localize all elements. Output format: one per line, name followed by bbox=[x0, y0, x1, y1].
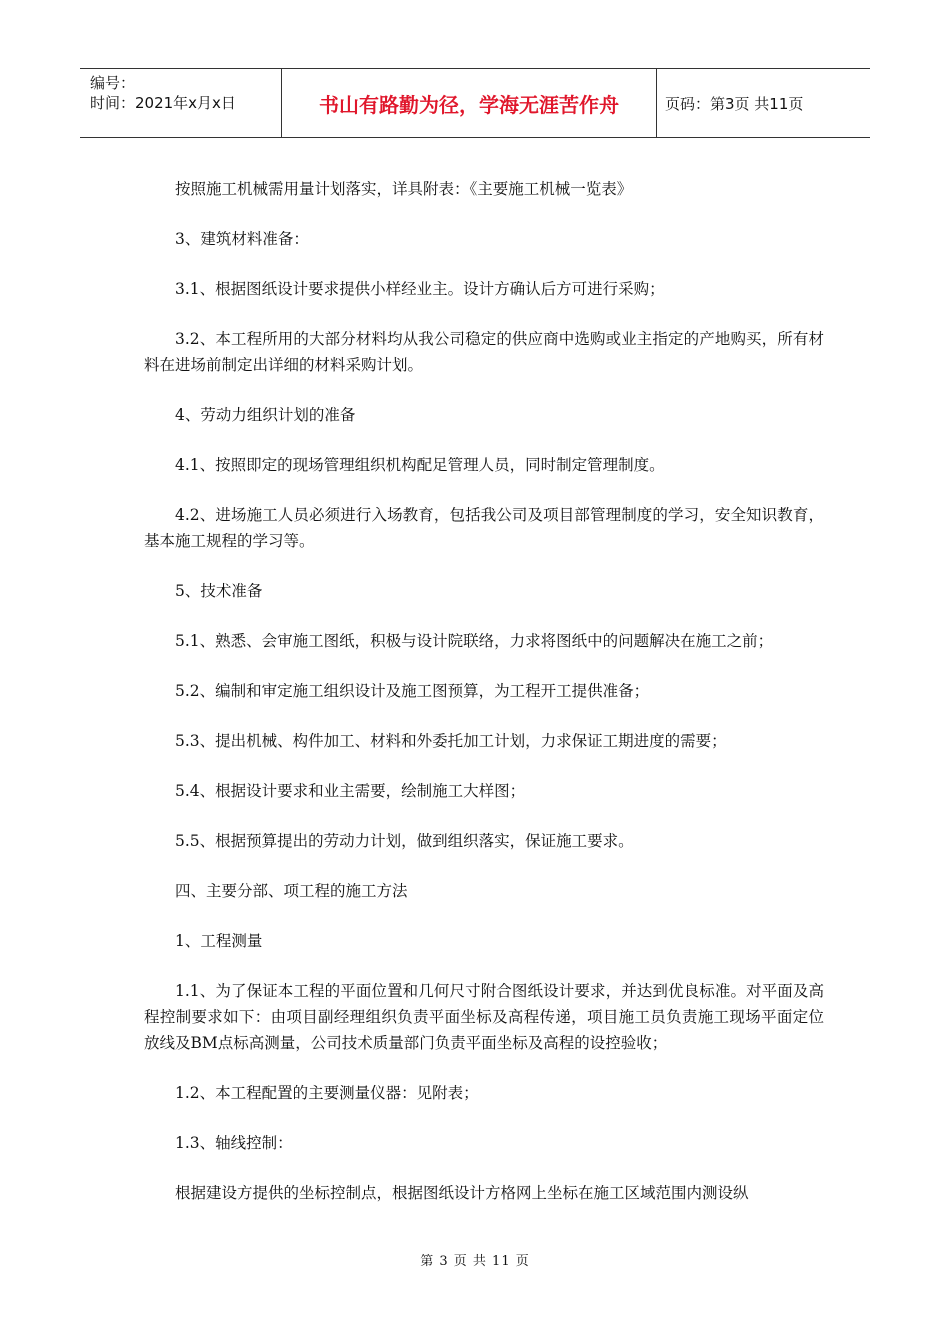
page-footer: 第 3 页 共 11 页 bbox=[420, 1254, 530, 1269]
paragraph: 5.5、根据预算提出的劳动力计划，做到组织落实，保证施工要求。 bbox=[175, 832, 634, 850]
header-page-info: 页码：第3页 共11页 bbox=[665, 94, 804, 113]
paragraph: 5.2、编制和审定施工组织设计及施工图预算，为工程开工提供准备； bbox=[175, 682, 650, 700]
section-heading: 4、劳动力组织计划的准备 bbox=[175, 406, 356, 424]
paragraph: 按照施工机械需用量计划落实，详具附表：《主要施工机械一览表》 bbox=[175, 180, 633, 198]
paragraph: 1.3、轴线控制： bbox=[175, 1134, 293, 1152]
paragraph: 5.1、熟悉、会审施工图纸，积极与设计院联络，力求将图纸中的问题解决在施工之前； bbox=[175, 632, 774, 650]
paragraph: 5.4、根据设计要求和业主需要，绘制施工大样图； bbox=[175, 782, 526, 800]
paragraph: 4.2、进场施工人员必须进行入场教育，包括我公司及项目部管理制度的学习，安全知识教育，基本施工规程的学习等。 bbox=[144, 506, 824, 550]
paragraph: 3.1、根据图纸设计要求提供小样经业主。设计方确认后方可进行采购； bbox=[175, 280, 665, 298]
number-label: 编号： bbox=[90, 74, 136, 92]
section-heading: 1、工程测量 bbox=[175, 932, 263, 950]
section-heading: 5、技术准备 bbox=[175, 582, 263, 600]
section-heading: 四、主要分部、项工程的施工方法 bbox=[175, 882, 408, 900]
paragraph: 3.2、本工程所用的大部分材料均从我公司稳定的供应商中选购或业主指定的产地购买，所有材料在进场前制定出详细的材料采购计划。 bbox=[144, 330, 824, 374]
header-motto: 书山有路勤为径，学海无涯苦作舟 bbox=[282, 69, 657, 137]
paragraph: 根据建设方提供的坐标控制点，根据图纸设计方格网上坐标在施工区域范围内测设纵 bbox=[175, 1184, 749, 1202]
paragraph: 4.1、按照即定的现场管理组织机构配足管理人员，同时制定管理制度。 bbox=[175, 456, 665, 474]
header-meta bbox=[80, 69, 282, 137]
paragraph: 5.3、提出机械、构件加工、材料和外委托加工计划，力求保证工期进度的需要； bbox=[175, 732, 727, 750]
paragraph: 1.2、本工程配置的主要测量仪器：见附表； bbox=[175, 1084, 479, 1102]
paragraph: 1.1、为了保证本工程的平面位置和几何尺寸附合图纸设计要求，并达到优良标准。对平面及高程控制要求如下：由项目副经理组织负责平面坐标及高程传递，项目施工员负责施工现场平面定位放线及BM点标高测量，公司技术质量部门负责平面坐标及高程的设控验收； bbox=[144, 982, 824, 1052]
section-heading: 3、建筑材料准备： bbox=[175, 230, 309, 248]
page-header bbox=[80, 68, 870, 138]
document-body bbox=[144, 176, 824, 1230]
time-label: 时间：2021年x月x日 bbox=[90, 94, 236, 112]
